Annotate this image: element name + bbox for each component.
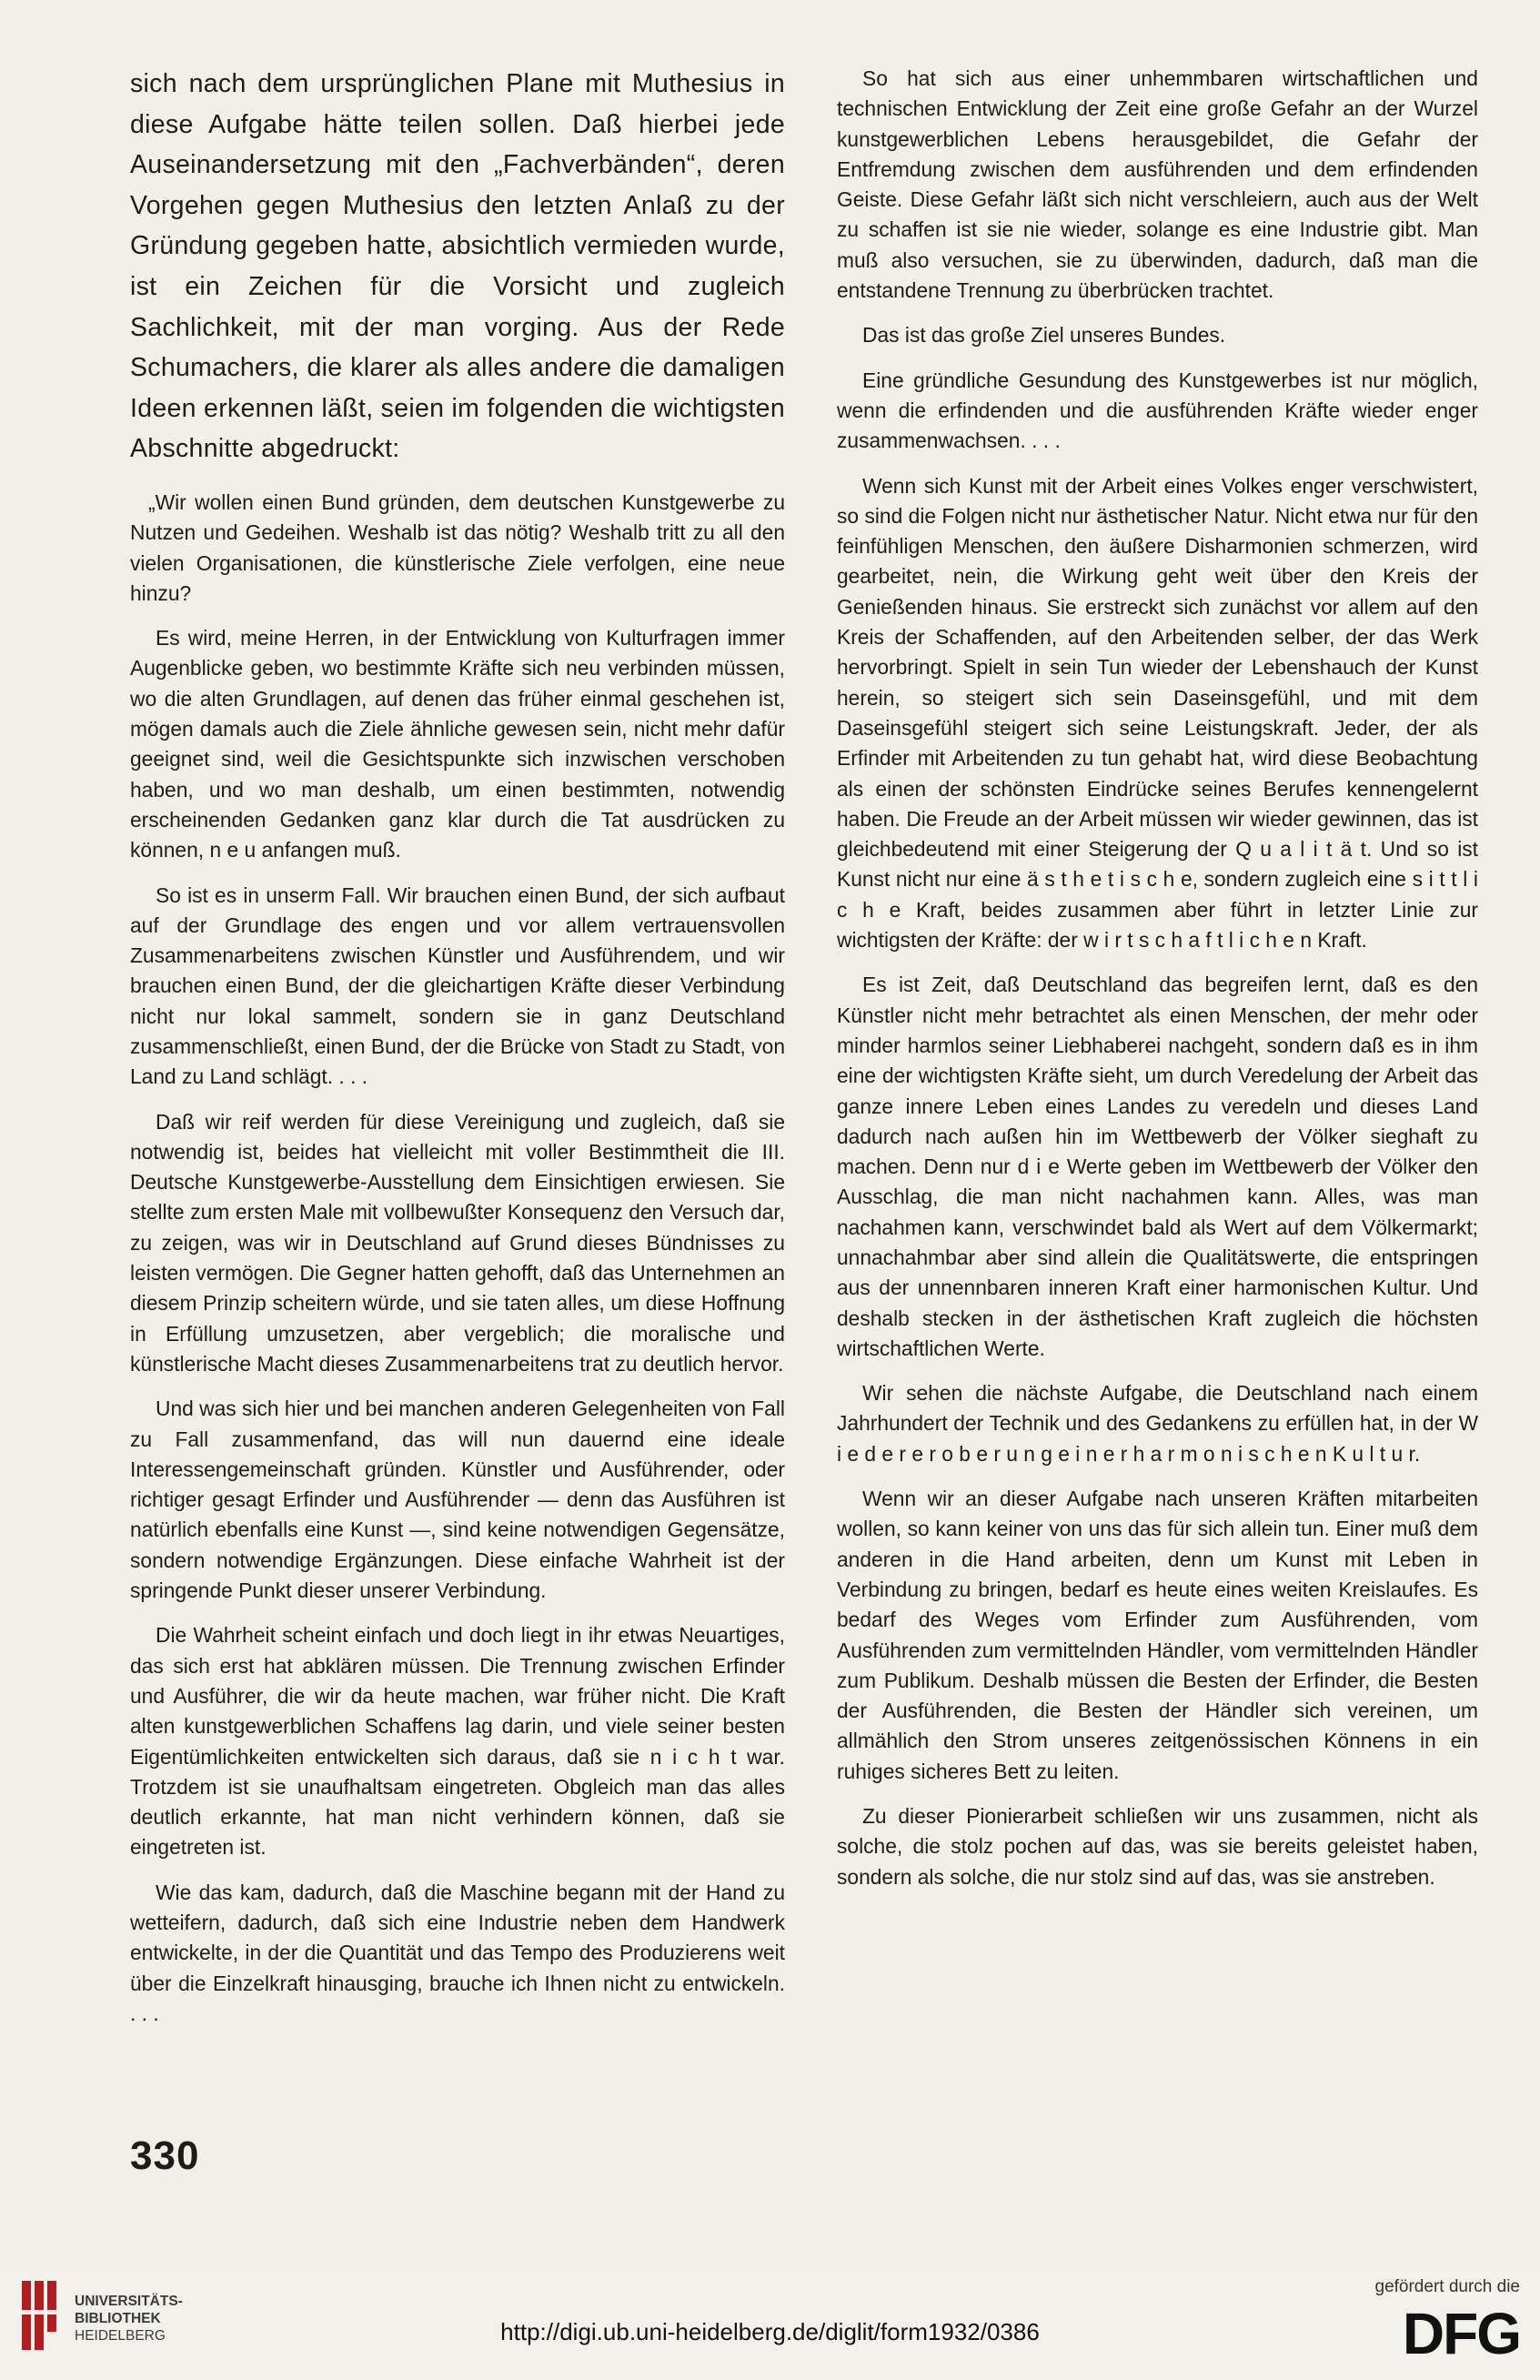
- paragraph: So ist es in unserm Fall. Wir brauchen einen Bund, der sich aufbaut auf der Grundlage des engen und vor allem vertrauensvollen Zusammenarbeitens zwischen Künstler und Ausführendem, und wir brauchen einen Bund, der die gleichartigen Kräfte dieser Verbindung nicht nur lokal sammelt, sondern sie in ganz Deutschland zusammenschließt, einen Bund, der die Brücke von Stadt zu Stadt, von Land zu Land schlägt. . . .: [130, 882, 785, 1089]
- paragraph: Wenn wir an dieser Aufgabe nach unseren Kräften mitarbeiten wollen, so kann keiner von uns das für sich allein tun. Einer muß dem anderen in die Hand arbeiten, denn um Kunst mit Leben in Verbindung zu bringen, bedarf es heute eines weiten Kreislaufes. Es bedarf des Weges vom Erfinder zum Ausführenden, vom Ausführenden zum vermittelnden Händler, vom vermittelnden Händler zum Publikum. Deshalb müssen die Besten der Erfinder, die Besten der Ausführenden, die Besten der Händler sich vereinen, um allmählich den Strom unseres zeitgenössischen Könnens in ein ruhiges sicheres Bett zu leiten.: [837, 1487, 1478, 1783]
- paragraph: Wir sehen die nächste Aufgabe, die Deutschland nach einem Jahrhundert der Technik und des Gedankens zu erfüllen hat, in der W i e d e r e r o b e r u n g e i n e r h a r m o n i s c h e n K u l t u r.: [837, 1381, 1478, 1466]
- page-number: 330: [130, 2133, 200, 2178]
- paragraph: „Wir wollen einen Bund gründen, dem deutschen Kunstgewerbe zu Nutzen und Gedeihen. Weshalb ist das nötig? Weshalb tritt zu all den vielen Organisationen, die künstlerische Ziele verfolgen, eine neue hinzu?: [130, 489, 785, 605]
- right-body: [837, 64, 1478, 1892]
- intro-block: [130, 64, 785, 469]
- library-name-line: UNIVERSITÄTS-: [75, 2294, 183, 2309]
- funding-caption: gefördert durch die: [1374, 2277, 1520, 2296]
- paragraph: Wenn sich Kunst mit der Arbeit eines Volkes enger verschwistert, so sind die Folgen nicht nur ästhetischer Natur. Nicht etwa nur für den feinfühligen Menschen, den äußere Disharmonien schmerzen, wird gearbeitet, nein, die Wirkung geht weit über den Kreis der Genießenden hinaus. Sie erstreckt sich zunächst vor allem auf den Kreis der Schaffenden, auf den Arbeitenden selber, der das Werk hervorbringt. Spielt in sein Tun wieder der Lebenshauch der Kunst herein, so steigert sich sein Daseinsgefühl, und mit dem Daseinsgefühl steigert sich seine Leistungskraft. Jeder, der als Erfinder mit Arbeitenden zu tun gehabt hat, wird diese Beobachtung als einen der schönsten Eindrücke seines Berufes kennengelernt haben. Die Freude an der Arbeit müssen wir wieder gewinnen, das ist gleichbedeutend mit einer Steigerung der Q u a l i t ä t. Und so ist Kunst nicht nur eine ä s t h e t i s c h e, sondern zugleich eine s i t t l i c h e Kraft, beides zusammen aber führt in letzter Linie zur wichtigsten der Kräfte: der w i r t s c h a f t l i c h e n Kraft.: [837, 473, 1478, 953]
- source-url-link[interactable]: http://digi.ub.uni-heidelberg.de/diglit/form1932/0386: [500, 2318, 1040, 2345]
- paragraph: Und was sich hier und bei manchen anderen Gelegenheiten von Fall zu Fall zusammenfand, das will nun dauernd eine ideale Interessengemeinschaft gründen. Künstler und Ausführender, oder richtiger gesagt Erfinder und Ausführender — denn das Ausführen ist natürlich ebenfalls eine Kunst —, sind keine notwendigen Gegensätze, sondern notwendige Ergänzungen. Diese einfache Wahrheit ist der springende Punkt dieser unserer Verbindung.: [130, 1397, 785, 1603]
- paragraph: Es ist Zeit, daß Deutschland das begreifen lernt, daß es den Künstler nicht mehr betrachtet als einen Menschen, der mehr oder minder harmlos seiner Liebhaberei nachgeht, sondern daß es in ihm eine der wichtigsten Kräfte sieht, um durch Veredelung der Arbeit das ganze innere Leben eines Landes zu veredeln und dieses Land dadurch nach außen hin im Wettbewerb der Völker sieghaft zu machen. Denn nur d i e Werte geben im Wettbewerb der Völker den Ausschlag, die man nicht nachahmen kann. Alles, was man nachahmen kann, verschwindet bald als Wert auf dem Völkermarkt; unnachahmbar aber sind allein die Qualitätswerte, die entspringen aus der unnennbaren inneren Kraft einer harmonischen Kultur. Und deshalb stecken in der ästhetischen Kraft zugleich die höchsten wirtschaftlichen Werte.: [837, 973, 1478, 1360]
- paragraph: Eine gründliche Gesundung des Kunstgewerbes ist nur möglich, wenn die erfindenden und die ausführenden Kräfte wieder enger zusammenwachsen. . . .: [837, 368, 1478, 453]
- library-name-line: HEIDELBERG: [75, 2328, 166, 2344]
- paragraph: Zu dieser Pionierarbeit schließen wir uns zusammen, nicht als solche, die stolz pochen auf das, was sie bereits geleistet haben, sondern als solche, die nur stolz sind auf das, was sie anstreben.: [837, 1804, 1478, 1889]
- paragraph: Wie das kam, dadurch, daß die Maschine begann mit der Hand zu wetteifern, dadurch, daß sich eine Industrie neben dem Handwerk entwickelte, in der die Quantität und das Tempo des Produzierens weit über die Einzelkraft hinausging, brauche ich Ihnen nicht zu entwickeln. . . .: [130, 1880, 785, 2025]
- paragraph: Es wird, meine Herren, in der Entwicklung von Kulturfragen immer Augenblicke geben, wo bestimmte Kräfte sich neu verbinden müssen, wo die alten Grundlagen, auf denen das früher einmal geschehen ist, mögen damals auch die Ziele ähnliche gewesen sein, nicht mehr dafür geeignet sind, weil die Gesichtspunkte sich inzwischen verschoben haben, und wo man deshalb, um einen bestimmten, notwendig erscheinenden Gedanken ganz klar durch die Tat ausdrücken zu können, n e u anfangen muß.: [130, 626, 785, 862]
- dfg-logo: DFG: [1402, 2301, 1520, 2366]
- right-column: [837, 64, 1478, 1907]
- left-body: [130, 488, 785, 2029]
- library-name-line: BIBLIOTHEK: [75, 2311, 161, 2326]
- left-column: [130, 64, 785, 2043]
- paragraph: Die Wahrheit scheint einfach und doch liegt in ihr etwas Neuartiges, das sich erst hat abklären müssen. Die Trennung zwischen Erfinder und Ausführer, die wir da heute machen, war früher nicht. Die Kraft alten kunstgewerblichen Schaffens lag darin, und viele seiner besten Eigentümlichkeiten entwickelten sich daraus, daß sie n i c h t war. Trotzdem ist sie unaufhaltsam eingetreten. Obgleich man das alles deutlich erkannte, hat man nicht verhindern können, daß sie eingetreten ist.: [130, 1623, 785, 1860]
- paragraph: Das ist das große Ziel unseres Bundes.: [862, 323, 1226, 348]
- intro-paragraph: sich nach dem ursprünglichen Plane mit Muthesius in diese Aufgabe hätte teilen sollen. Daß hierbei jede Auseinandersetzung mit den „Fachverbänden“, deren Vorgehen gegen Muthesius den letzten Anlaß zu der Gründung gegeben hatte, absichtlich vermieden wurde, ist ein Zeichen für die Vorsicht und zugleich Sachlichkeit, mit der man vorging. Aus der Rede Schumachers, die klarer als alles andere die damaligen Ideen erkennen läßt, seien im folgenden die wichtigsten Abschnitte abgedruckt:: [130, 69, 785, 464]
- paragraph: Daß wir reif werden für diese Vereinigung und zugleich, daß sie notwendig ist, beides hat vielleicht mit voller Bestimmtheit die III. Deutsche Kunstgewerbe-Ausstellung dem Einsichtigen erwiesen. Sie stellte zum ersten Male mit vollbewußter Konsequenz den Versuch dar, zu zeigen, was wir in Deutschland auf Grund dieses Bündnisses zu leisten vermögen. Die Gegner hatten gehofft, daß das Unternehmen an diesem Prinzip scheitern würde, und sie taten alles, um diese Hoffnung in Erfüllung umzusetzen, aber vergeblich; die moralische und künstlerische Macht dieses Zusammenarbeitens trat zu deutlich hervor.: [130, 1109, 785, 1376]
- paragraph: So hat sich aus einer unhemmbaren wirtschaftlichen und technischen Entwicklung der Zeit eine große Gefahr an der Wurzel kunstgewerblichen Lebens herausgebildet, die Gefahr der Entfremdung zwischen dem ausführenden und dem erfindenden Geiste. Diese Gefahr läßt sich nicht verschleiern, auch aus der Welt zu schaffen ist sie nie wieder, solange es eine Industrie gibt. Man muß also versuchen, sie zu überwinden, dadurch, daß man die entstandene Trennung zu überbrücken trachtet.: [837, 66, 1478, 303]
